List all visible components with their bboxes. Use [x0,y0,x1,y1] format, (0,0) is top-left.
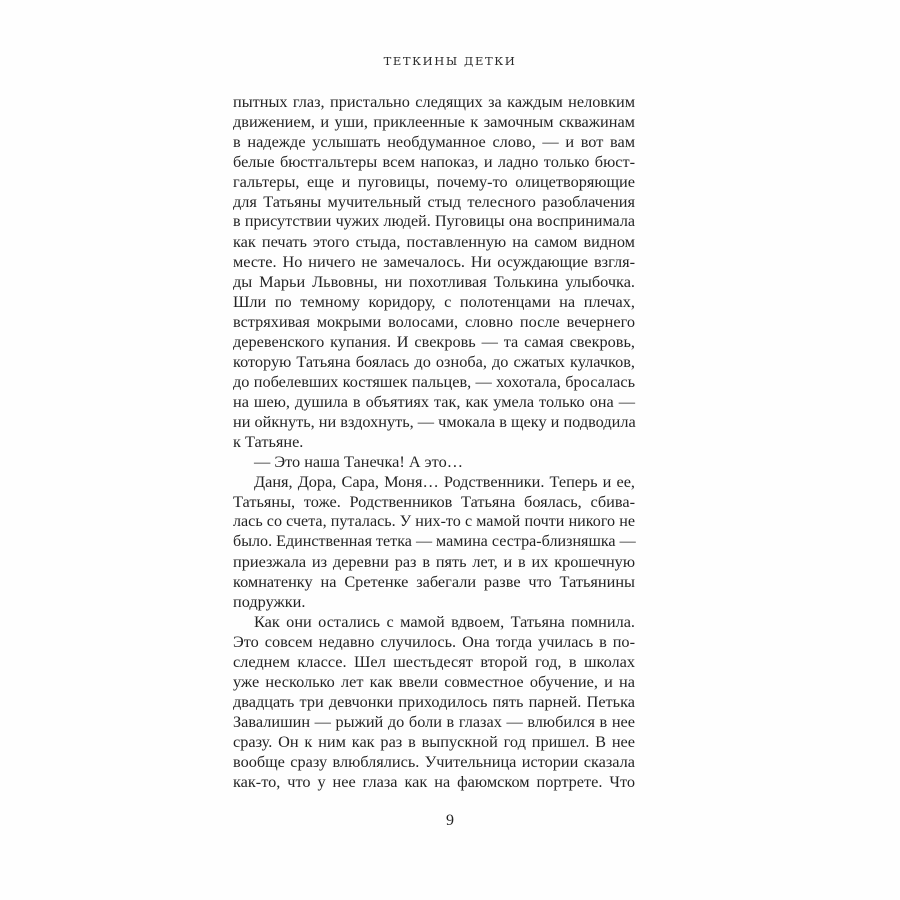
text-line: вообще сразу влюблялись. Учительница истории сказала [233,752,635,771]
text-line: подружки. [233,592,306,611]
text-line: месте. Но ничего не замечалось. Ни осуждающие взгля- [233,252,635,271]
text-line: в присутствии чужих людей. Пуговицы она воспринимала [233,213,635,230]
text-line: в надежде услышать необдуманное слово, — и вот вам [233,132,635,151]
text-line: гальтеры, еще и пуговицы, почему-то олицетворяющие [233,172,635,191]
body-text [233,92,635,792]
running-head: ТЕТКИНЫ ДЕТКИ [383,54,517,68]
text-line: Татьяны, тоже. Родственников Татьяна боялась, сбива- [233,492,635,511]
text-line: которую Татьяна боялась до озноба, до сжатых кулачков, [233,352,635,371]
text-line: для Татьяны мучительный стыд телесного разоблачения [233,192,635,211]
text-line: — Это наша Танечка! А это… [254,452,463,471]
text-line: белые бюстгальтеры всем напоказ, и ладно только бюст- [233,152,635,171]
text-line: приезжала из деревни раз в пять лет, и в их крошечную [233,552,635,571]
text-line: лась со счета, путалась. У них-то с мамой почти никого не [233,513,635,530]
text-line: ни ойкнуть, ни вздохнуть, — чмокала в щеку и подводила [233,412,636,431]
text-line: двадцать три девчонки приходилось пять парней. Петька [233,692,635,711]
text-line: Это совсем недавно случилось. Она тогда училась в по- [233,632,635,651]
text-line: Завалишин — рыжий до боли в глазах — влюбился в нее [233,712,635,731]
text-line: до побелевших костяшек пальцев, — хохотала, бросалась [233,372,635,391]
text-line: деревенского купания. И свекровь — та самая свекровь, [233,332,635,351]
text-line: Шли по темному коридору, с полотенцами на плечах, [233,292,635,311]
text-line: к Татьяне. [233,432,304,451]
text-line: Как они остались с мамой вдвоем, Татьяна помнила. [254,612,635,631]
text-line: уже несколько лет как ввели совместное обучение, и на [233,672,635,691]
text-line: на шею, душила в объятиях так, как умела только она — [233,392,635,411]
text-line: следнем классе. Шел шестьдесят второй год, в школах [233,652,635,671]
text-line: движением, и уши, приклеенные к замочным скважинам [233,112,635,131]
text-line: как печать этого стыда, поставленную на самом видном [233,232,635,251]
text-line: встряхивая мокрыми волосами, словно после вечернего [233,312,635,331]
text-line: пытных глаз, пристально следящих за каждым неловким [233,92,635,111]
text-line: было. Единственная тетка — мамина сестра-близняшка — [233,533,636,550]
text-line: сразу. Он к ним как раз в выпускной год пришел. В нее [233,732,635,751]
text-line: комнатенку на Сретенке забегали разве что Татьянины [233,572,635,591]
text-line: ды Марьи Львовны, ни похотливая Толькина улыбочка. [233,272,635,291]
page-number: 9 [446,812,454,829]
text-line: Даня, Дора, Сара, Моня… Родственники. Теперь и ее, [254,472,635,491]
text-line: как-то, что у нее глаза как на фаюмском портрете. Что [233,772,635,791]
